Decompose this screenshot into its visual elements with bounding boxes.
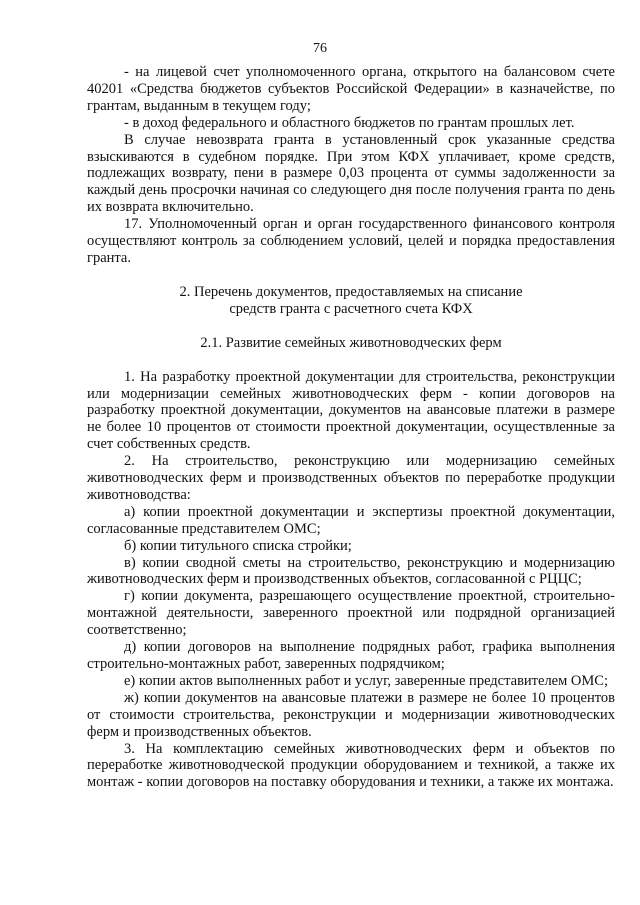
item-3-equipment: 3. На комплектацию семейных животноводческих ферм и объектов по переработке животноводческой продукции оборудованием и техникой, а также их монтаж - копии договоров на поставку оборудования и техники, а также их монтажа. xyxy=(87,740,615,791)
item-2-construction: 2. На строительство, реконструкцию или модернизацию семейных животноводческих ферм и производственных объектов по переработке продукции животноводства: xyxy=(87,453,615,503)
item-1-project-documentation: 1. На разработку проектной документации для строительства, реконструкции или модернизации семейных животноводческих ферм - копии договоров на разработку проектной документации, документов на авансовые платежи в размере не более 10 процентов от стоимости проектной документации, осуществленные за счет собственных средств. xyxy=(87,368,615,453)
paragraph-non-return-penalty: В случае невозврата гранта в установленный срок указанные средства взыскиваются в судебном порядке. При этом КФХ уплачивает, кроме средств, подлежащих возврату, пени в размере 0,03 процента от суммы задолженности за каждый день просрочки начиная со следующего дня после получения гранта по день их возврата включительно. xyxy=(87,131,615,216)
item-2a: а) копии проектной документации и экспертизы проектной документации, согласованные представителем ОМС; xyxy=(87,503,615,537)
paragraph-control-17: 17. Уполномоченный орган и орган государственного финансового контроля осуществляют контроль за соблюдением условий, целей и порядка предоставления гранта. xyxy=(87,216,615,266)
item-2f: е) копии актов выполненных работ и услуг, заверенные представителем ОМС; xyxy=(124,672,608,689)
item-2d: г) копии документа, разрешающего осуществление проектной, строительно-монтажной деятельности, заверенного проектной или подрядной организацией соответственно; xyxy=(87,588,615,639)
item-2g: ж) копии документов на авансовые платежи в размере не более 10 процентов от стоимости строительства, реконструкции и модернизации животноводческих ферм и производственных объектов. xyxy=(87,689,615,740)
section-heading-line-2: средств гранта с расчетного счета КФХ xyxy=(229,300,473,317)
item-2b: б) копии титульного списка стройки; xyxy=(124,537,352,554)
section-heading-line-1: 2. Перечень документов, предоставляемых на списание xyxy=(179,283,523,300)
document-body xyxy=(87,64,615,791)
paragraph-refund-personal-account: - на лицевой счет уполномоченного органа, открытого на балансовом счете 40201 «Средства бюджетов субъектов Российской Федерации» в казначействе, по грантам, выданным в текущем году; xyxy=(87,64,615,114)
item-2c: в) копии сводной сметы на строительство, реконструкцию и модернизацию животноводческих ферм и производственных объектов, согласованной с РЦЦС; xyxy=(87,554,615,588)
page-number: 76 xyxy=(313,41,327,56)
subsection-heading: 2.1. Развитие семейных животноводческих ферм xyxy=(200,334,502,351)
paragraph-refund-budget: - в доход федерального и областного бюджетов по грантам прошлых лет. xyxy=(124,114,575,131)
item-2e: д) копии договоров на выполнение подрядных работ, графика выполнения строительно-монтажных работ, заверенных подрядчиком; xyxy=(87,639,615,672)
section-heading xyxy=(87,284,615,318)
